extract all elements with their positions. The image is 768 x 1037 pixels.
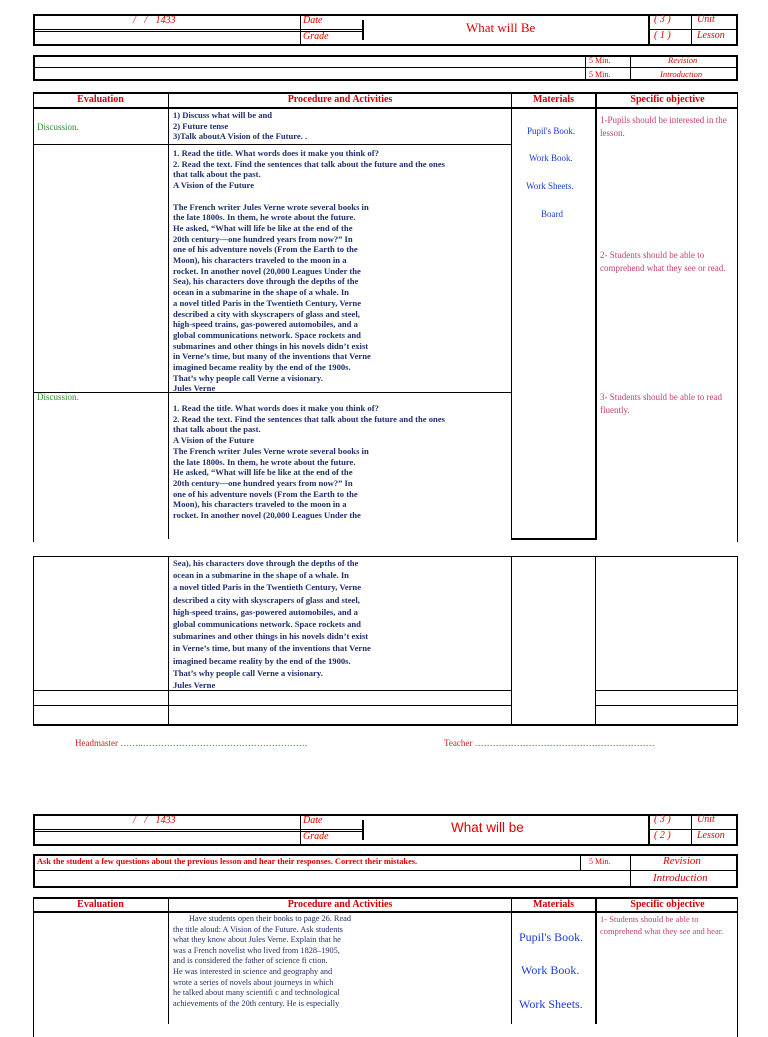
grade-label-2: Grade xyxy=(303,831,329,842)
objective-2-1: 1- Students should be able to comprehend what they see and hear. xyxy=(600,914,724,936)
material-pupils-book: Pupil's Book. xyxy=(527,126,576,136)
timing-table xyxy=(33,55,738,81)
revision-min: 5 Min. xyxy=(589,56,611,65)
col-materials: Materials xyxy=(532,94,575,105)
intro-label-2: Introduction xyxy=(653,872,708,884)
material-work-book-2: Work Book. xyxy=(521,963,580,977)
lesson-label-2: Lesson xyxy=(697,830,725,841)
row1-procedure: 1) Discuss what will be and 2) Future tense 3)Talk aboutA Vision of the Future. . xyxy=(173,110,308,142)
unit-value-2: ( 3 ) xyxy=(654,814,671,825)
col-evaluation: Evaluation xyxy=(77,94,124,105)
objective-2: 2- Students should be able to comprehend what they see or read. xyxy=(600,250,726,273)
unit-label-2: Unit xyxy=(697,814,715,825)
col-objective-2: Specific objective xyxy=(630,899,705,910)
material-work-sheets: Work Sheets. xyxy=(526,181,574,191)
lesson-title-2: What will be xyxy=(451,820,524,835)
row4-procedure: Sea), his characters dove through the depths of the ocean in a submarine in the shape of a whale. In a novel titled Paris in the Twentieth Century, Verne described a city with skyscrapers of glass and steel, high-speed trains, gas-powered automobiles, and a global communications network. Space rockets and submarines and other things in his novels didn’t exist in Verne’s time, but many of the inventions that Verne imagined became reality by the end of the 1900s. That’s why people call Verne a visionary. Jules Verne xyxy=(173,558,371,691)
material-board: Board xyxy=(541,209,563,219)
col-procedure: Procedure and Activities xyxy=(287,94,393,105)
lesson-title: What will Be xyxy=(466,20,536,35)
objective-1: 1-Pupils should be interested in the lesson. xyxy=(600,115,727,138)
col-procedure-2: Procedure and Activities xyxy=(287,899,393,910)
unit-value: ( 3 ) xyxy=(654,14,671,25)
material-pupils-book-2: Pupil's Book. xyxy=(519,930,584,944)
date-label: Date xyxy=(303,15,323,26)
material-work-book: Work Book. xyxy=(529,153,573,163)
row3-procedure: 1. Read the title. What words does it make you think of? 2. Read the text. Find the sentences that talk about the future and the ones that talk about the past. A Vision of the Future The French writer Jules Verne wrote several books in the late 1800s. In them, he wrote about the future. He asked, “What will life be like at the end of the 20th century—one hundred years from now?” In one of his adventure novels (From the Earth to the Moon), his characters traveled to the moon in a rocket. In another novel (20,000 Leagues Under the xyxy=(173,403,445,521)
revision-label: Revision xyxy=(668,55,698,65)
date-value: / / 1433 xyxy=(133,15,176,26)
lesson-value: ( 1 ) xyxy=(654,30,671,41)
unit-label: Unit xyxy=(697,14,715,25)
revision-min-2: 5 Min. xyxy=(589,857,611,866)
revision-label-2: Revision xyxy=(663,855,701,867)
date-label-2: Date xyxy=(303,815,323,826)
teacher-signature: Teacher …………………………………………………… xyxy=(444,738,655,748)
row1-evaluation: Discussion. xyxy=(37,122,79,132)
col-materials-2: Materials xyxy=(532,899,575,910)
row3-evaluation: Discussion. xyxy=(37,392,79,402)
col-objective: Specific objective xyxy=(630,94,705,105)
lesson-value-2: ( 2 ) xyxy=(654,830,671,841)
material-work-sheets-2: Work Sheets. xyxy=(519,997,583,1011)
intro-min: 5 Min. xyxy=(589,70,611,79)
grade-label: Grade xyxy=(303,31,329,42)
headmaster-signature: Headmaster ……..………………………………………………. xyxy=(75,738,307,748)
row2-procedure: 1. Read the title. What words does it make you think of? 2. Read the text. Find the sentences that talk about the future and the ones that talk about the past. A Vision of the Future The French writer Jules Verne wrote several books in the late 1800s. In them, he wrote about the future. He asked, “What will life be like at the end of the 20th century—one hundred years from now?” In one of his adventure novels (From the Earth to the Moon), his characters traveled to the moon in a rocket. In another novel (20,000 Leagues Under the Sea), his characters dove through the depths of the ocean in a submarine in the shape of a whale. In a novel titled Paris in the Twentieth Century, Verne described a city with skyscrapers of glass and steel, high-speed trains, gas-powered automobiles, and a global communications network. Space rockets and submarines and other things in his novels didn’t exist in Verne’s time, but many of the inventions that Verne imagined became reality by the end of the 1900s. That’s why people call Verne a visionary. Jules Verne xyxy=(173,148,445,394)
date-value-2: / / 1433 xyxy=(133,815,176,826)
col-evaluation-2: Evaluation xyxy=(77,899,124,910)
revision-text-2: Ask the student a few questions about the previous lesson and hear their responses. Correct their mistakes. xyxy=(37,857,418,866)
lesson-label: Lesson xyxy=(697,30,725,41)
intro-label: Introduction xyxy=(660,69,703,79)
page2-procedure: Have students open their books to page 26. Read the title aloud: A Vision of the Future. Ask students what they know about Jules Verne. Explain that he was a French novelist who lived from 1828–1905, and is considered the father of science fi ction. He was interested in science and geography and wrote a series of novels about journeys in which he talked about many scientifi c and technological achievements of the 20th century. He is especially xyxy=(173,914,351,1008)
objective-3: 3- Students should be able to read fluently. xyxy=(600,392,722,415)
